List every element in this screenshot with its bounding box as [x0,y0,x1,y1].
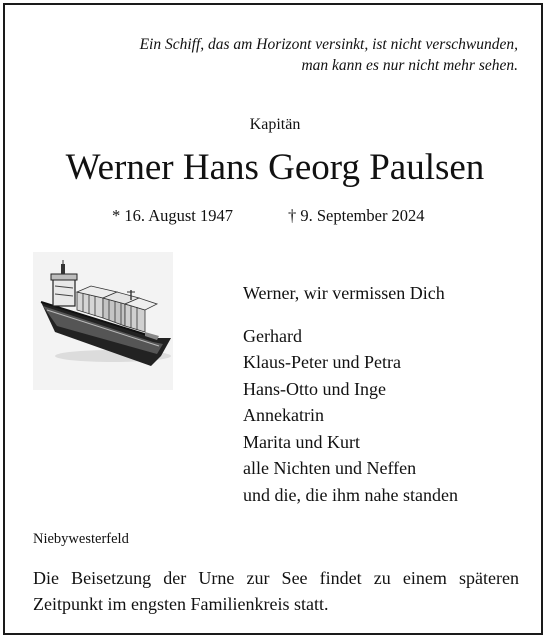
container-ship-icon [33,252,173,390]
deceased-name: Werner Hans Georg Paulsen [65,147,485,188]
memorial-quote [140,34,518,76]
place-name: Niebywesterfeld [33,531,129,547]
birth-date: * 16. August 1947 [112,206,234,225]
mourner-line: alle Nichten und Neffen [243,458,417,478]
deceased-title: Kapitän [249,116,301,133]
burial-notice: Die Beisetzung der Urne zur See findet zu einem späteren Zeitpunkt im engsten Familienkreis statt. [33,568,519,614]
mourner-line: Annekatrin [243,405,324,425]
death-date: † 9. September 2024 [288,206,425,225]
mourner-line: Gerhard [243,325,302,346]
mourner-line: Marita und Kurt [243,431,360,452]
quote-line-2: man kann es nur nicht mehr sehen. [301,57,518,74]
quote-line-1: Ein Schiff, das am Horizont versinkt, ist nicht verschwunden, [139,36,518,53]
mourner-line: und die, die ihm nahe standen [243,484,458,505]
mourners-headline: Werner, wir vermissen Dich [243,283,445,303]
mourners-block [243,280,458,508]
mourner-line: Hans-Otto und Inge [243,378,386,399]
mourner-line: Klaus-Peter und Petra [243,352,401,372]
